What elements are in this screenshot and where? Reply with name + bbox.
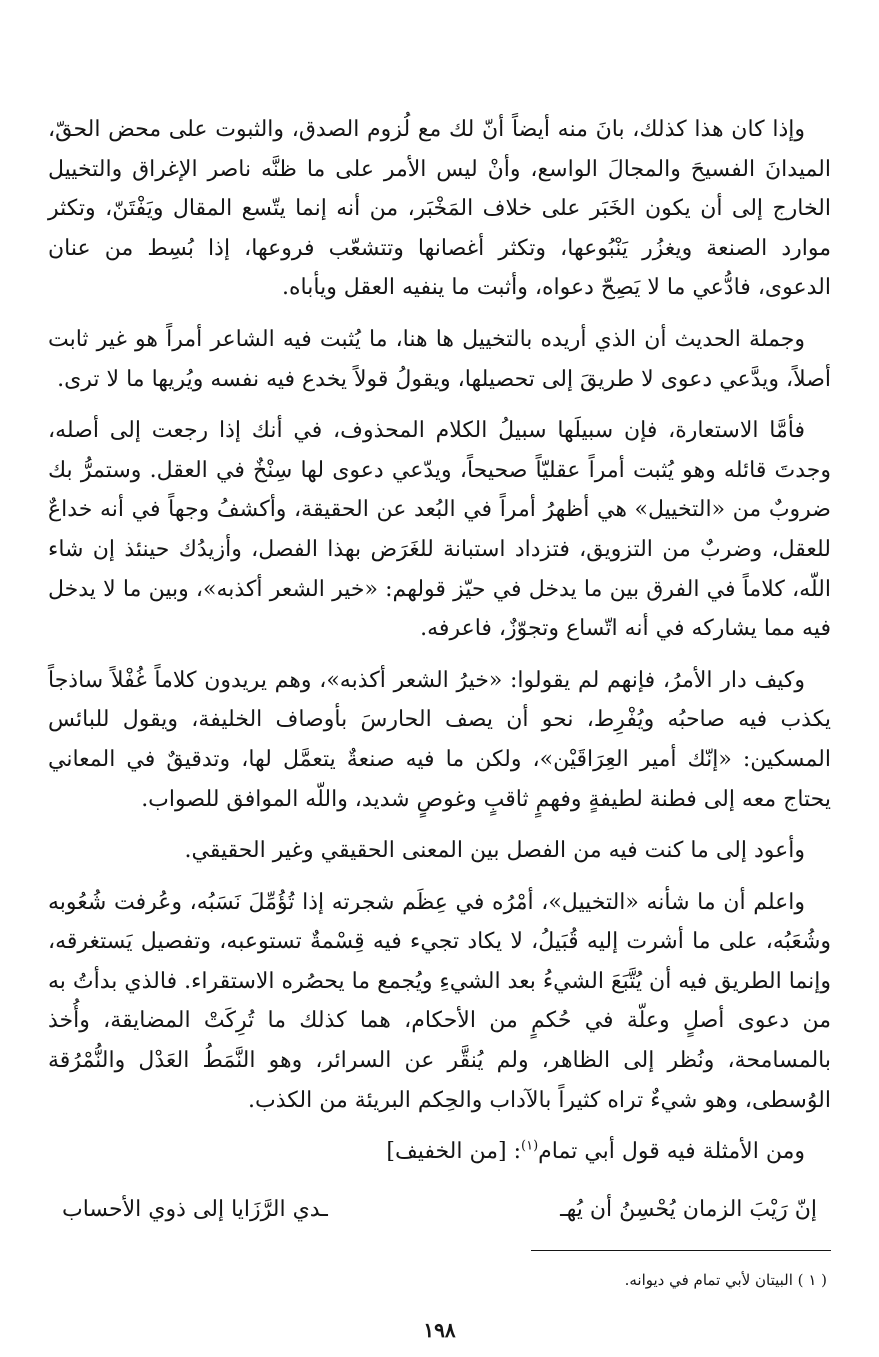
- footnote-marker: (١): [521, 1138, 539, 1154]
- footnote-divider: [531, 1250, 831, 1251]
- paragraph-5: وأعود إلى ما كنت فيه من الفصل بين المعنى الحقيقي وغير الحقيقي.: [184, 838, 805, 864]
- verse-first-hemistich: إنّ رَيْبَ الزمان يُحْسِنُ أن يُهـ: [560, 1196, 817, 1222]
- paragraph-1: وإذا كان هذا كذلك، بانَ منه أيضاً أنّ لك مع لُزوم الصدق، والثبوت على محض الحقّ، الميدانَ الفسيحَ والمجالَ الواسع، وأنْ ليس الأمر على ما ظنَّه ناصر الإغراق والتخييل الخارج إلى أن يكون الخَبَر على خلاف المَخْبَر، من أنه إنما يتّسع المقال ويَفْتَنّ، وتكثر موارد الصنعة ويغزُر يَنْبُوعها، وتكثر أغصانها وتتشعّب فروعها، إذا بُسِط من عنان الدعوى، فادُّعي ما لا يَصِحّ دعواه، وأثبت ما ينفيه العقل ويأباه.: [48, 117, 831, 301]
- poem-verse: [62, 1190, 817, 1230]
- page-body: [48, 110, 831, 1230]
- paragraph-3: فأمَّا الاستعارة، فإن سبيلَها سبيلُ الكلام المحذوف، في أنك إذا رجعت إلى أصله، وجدتَ قائله وهو يُثبت أمراً عقليّاً صحيحاً، ويدّعي دعوى لها سِنْخٌ في العقل. وستمرُّ بك ضروبٌ من «التخييل» هي أظهرُ أمراً في البُعد عن الحقيقة، وأكشفُ وجهاً في أنه خداعٌ للعقل، وضربٌ من التزويق، فتزداد استبانة للغَرَض بهذا الفصل، وأزيدُك حينئذ إن شاء اللّه، كلاماً في الفرق بين ما يدخل في حيّز قولهم: «خير الشعر أكذبه»، وبين ما لا يدخل فيه مما يشاركه في أنه اتّساع وتجوّزٌ، فاعرفه.: [48, 418, 831, 642]
- footnote: ( ١ ) البيتان لأبي تمام في ديوانه.: [624, 1271, 827, 1289]
- examples-intro: [48, 1132, 831, 1172]
- examples-intro-text: ومن الأمثلة فيه قول أبي تمام: [538, 1139, 805, 1165]
- page-number: ١٩٨: [423, 1318, 456, 1342]
- verse-second-hemistich: ـدي الرَّزَايا إلى ذوي الأحساب: [62, 1196, 328, 1222]
- paragraph-6: واعلم أن ما شأنه «التخييل»، أمْرُه في عِظَم شجرته إذا تُؤُمِّلَ نَسَبُه، وعُرفت شُعُوبه وشُعَبُه، على ما أشرت إليه قُبَيلُ، لا يكاد تجيء فيه قِسْمةٌ تستوعبه، وتفصيل يَستغرقه، وإنما الطريق فيه أن يُتَّبَعَ الشيءُ بعد الشيءِ ويُجمع ما يحصُره الاستقراء. فالذي بدأتُ به من دعوى أصلٍ وعلّة في حُكمٍ من الأحكام، هما كذلك ما تُرِكَتْ المضايقة، وأُخذ بالمسامحة، ونُظر إلى الظاهر، ولم يُنقَّر عن السرائر، وهو النَّمَطُ العَدْل والنُّمْرُقة الوُسطى، وهو شيءٌ تراه كثيراً بالآداب والحِكم البريئة من الكذب.: [48, 889, 831, 1113]
- meter-label: : [من الخفيف]: [386, 1139, 522, 1165]
- paragraph-4: وكيف دار الأمرُ، فإنهم لم يقولوا: «خيرُ الشعر أكذبه»، وهم يريدون كلاماً غُفْلاً ساذجاً يكذب فيه صاحبُه ويُفْرِط، نحو أن يصف الحارسَ بأوصاف الخليفة، ويقول للبائس المسكين: «إنّك أمير العِرَاقَيْن»، ولكن ما فيه صنعةٌ يتعمَّل لها، وتدقيقٌ في المعاني يحتاج معه إلى فطنة لطيفةٍ وفهمٍ ثاقبٍ وغوصٍ شديد، واللّه الموافق للصواب.: [48, 667, 831, 812]
- paragraph-2: وجملة الحديث أن الذي أريده بالتخييل ها هنا، ما يُثبت فيه الشاعر أمراً هو غير ثابت أصلاً، ويدَّعي دعوى لا طريقَ إلى تحصيلها، ويقولُ قولاً يخدع فيه نفسه ويُريها ما لا ترى.: [48, 326, 831, 392]
